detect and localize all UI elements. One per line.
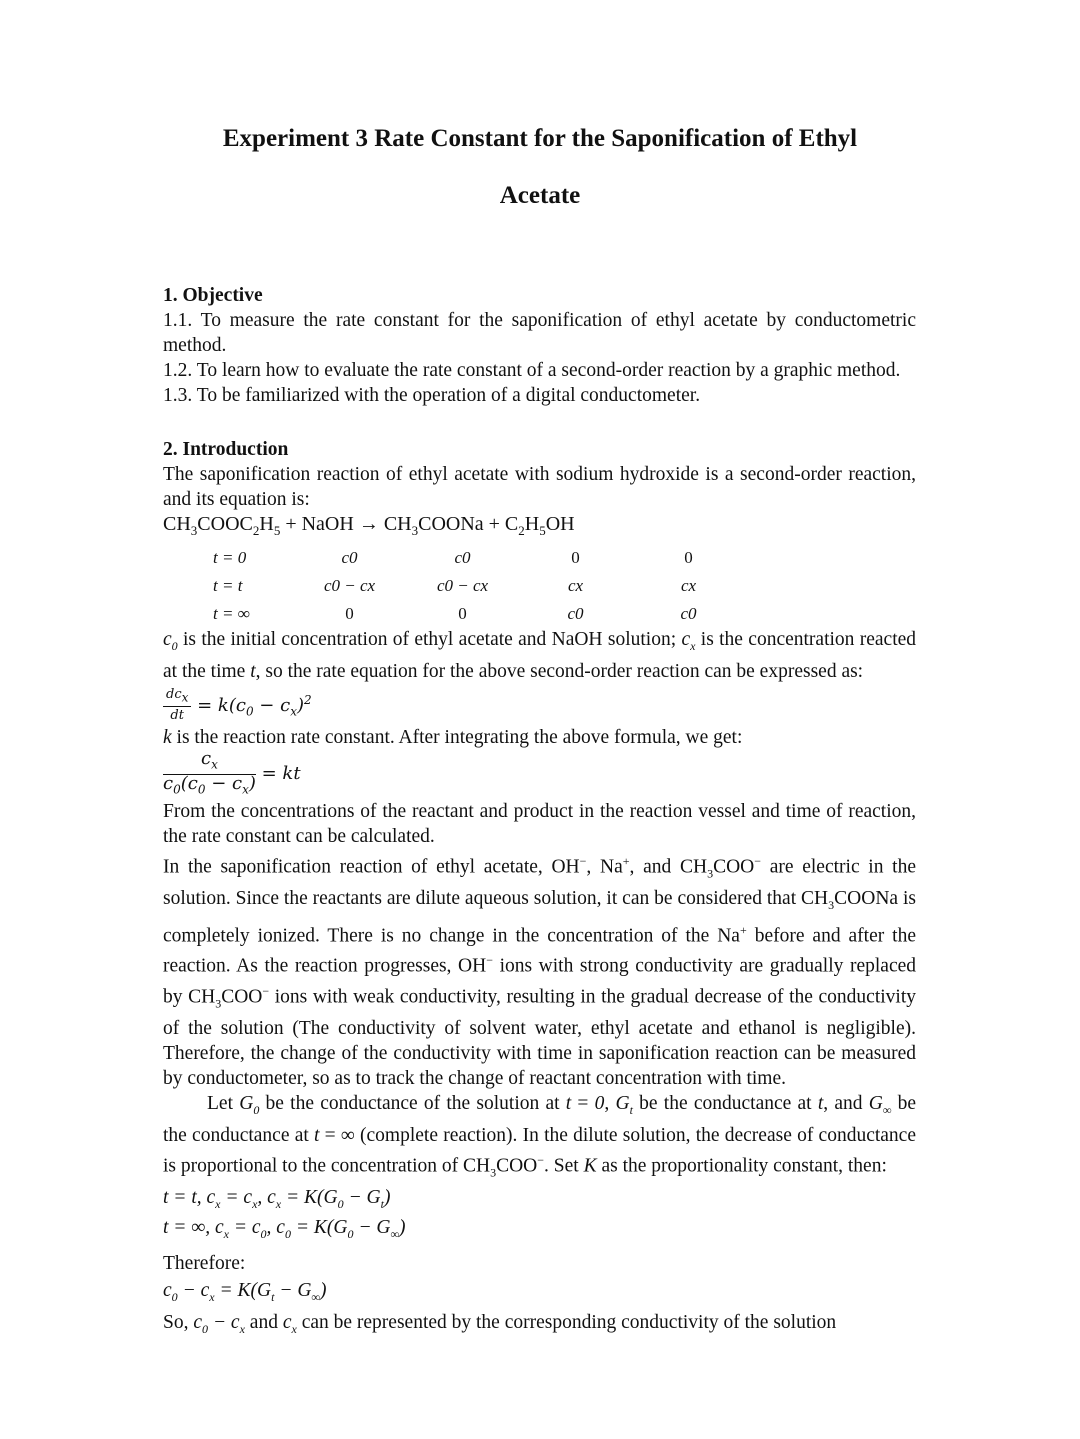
objective-heading: 1. Objective bbox=[163, 285, 263, 306]
table-cell: t = ∞ bbox=[213, 603, 250, 623]
intro-paragraph-6: Let $G_0$ be the conductance of the solution at t = 0, $G_t$ be the conductance at t, and $G_\infty$ be the conductance at t = ∞ (complete reaction). In the dilute solution, the decrease of conductance is proportional to the concentration of $CH_3COO^-$. Set K as the proportionality constant, then: bbox=[163, 1093, 917, 1180]
document-body bbox=[163, 283, 916, 1342]
table-cell: 0 bbox=[571, 547, 580, 567]
conductance-relation-3: $c_0 - c_x = K(G_t - G_\infty)$ bbox=[163, 1280, 327, 1305]
intro-paragraph-4: From the concentrations of the reactant and product in the reaction vessel and time of reaction, the rate constant can be calculated. bbox=[163, 800, 916, 847]
title-line-2: Acetate bbox=[499, 182, 581, 209]
therefore-label: Therefore: bbox=[163, 1253, 246, 1275]
table-cell: c0 bbox=[567, 603, 584, 623]
reaction-equation: $CH_3COOC_2H_5$ + NaOH → $CH_3COONa + C_2H_5OH$ bbox=[163, 513, 575, 538]
intro-paragraph-2: $c_0$ is the initial concentration of ethyl acetate and NaOH solution; $c_x$ is the concentration reacted at the time t, so the rate equation for the above second-order reaction can be expressed as: bbox=[163, 629, 917, 682]
table-cell: 0 bbox=[458, 603, 467, 623]
last-line: So, $c_0 - c_x$ and $c_x$ can be represented by the corresponding conductivity of the solution bbox=[163, 1312, 837, 1337]
table-row bbox=[213, 571, 745, 599]
table-cell: t = t bbox=[213, 575, 243, 595]
conductance-relation-1: t = t, $c_x = c_x$, $c_x = K(G_0 - G_t)$ bbox=[163, 1186, 391, 1211]
objective-item-2: 1.2. To learn how to evaluate the rate constant of a second-order reaction by a graphic method. bbox=[163, 360, 901, 381]
table-cell: c0 bbox=[341, 547, 358, 567]
intro-paragraph-1: The saponification reaction of ethyl acetate with sodium hydroxide is a second-order reaction, and its equation is: bbox=[163, 464, 916, 510]
table-row bbox=[213, 599, 745, 627]
table-row bbox=[213, 543, 745, 571]
table-cell: c0 bbox=[680, 603, 697, 623]
concentration-table bbox=[213, 543, 745, 627]
table-cell: t = 0 bbox=[213, 547, 247, 567]
objective-item-1: 1.1. To measure the rate constant for the saponification of ethyl acetate by conductometric method. bbox=[163, 310, 916, 356]
title-line-1: Experiment 3 Rate Constant for the Saponification of Ethyl bbox=[222, 125, 858, 152]
table-cell: c0 − cx bbox=[436, 575, 489, 595]
table-cell: c0 − cx bbox=[323, 575, 376, 595]
table-cell: 0 bbox=[684, 547, 693, 567]
table-cell: cx bbox=[567, 575, 584, 595]
table-cell: cx bbox=[680, 575, 697, 595]
introduction-heading: 2. Introduction bbox=[163, 439, 289, 460]
intro-paragraph-3: k is the reaction rate constant. After integrating the above formula, we get: bbox=[163, 727, 743, 749]
table-cell: c0 bbox=[454, 547, 471, 567]
table-cell: 0 bbox=[345, 603, 354, 623]
conductance-relation-2: t = ∞, $c_x = c_0$, $c_0 = K(G_0 - G_\infty)$ bbox=[163, 1216, 406, 1241]
intro-paragraph-5: In the saponification reaction of ethyl acetate, OH−, Na+, and $CH_3COO^-$ are electric in the solution. Since the reactants are dilute aqueous solution, it can be considered that $CH_3COONa$ is completely ionized. There is no change in the concentration of the Na+ before and after the reaction. As the reaction progresses, OH− ions with strong conductivity are gradually replaced by $CH_3COO^-$ ions with weak conductivity, resulting in the gradual decrease of the conductivity of the solution (The conductivity of solvent water, ethyl acetate and ethanol is negligible). Therefore, the change of the conductivity with time in saponification reaction can be measured by conductometer, so as to track the change of reactant concentration with time. bbox=[163, 853, 917, 1090]
objective-item-3: 1.3. To be familiarized with the operation of a digital conductometer. bbox=[163, 385, 701, 406]
rate-equation: $\frac{dc_x}{dt}$ = $k(c_0 - c_x)^2$ bbox=[163, 686, 916, 726]
integrated-equation: $\frac{c_x}{c_0(c_0 - c_x)}$ = kt bbox=[163, 748, 301, 797]
